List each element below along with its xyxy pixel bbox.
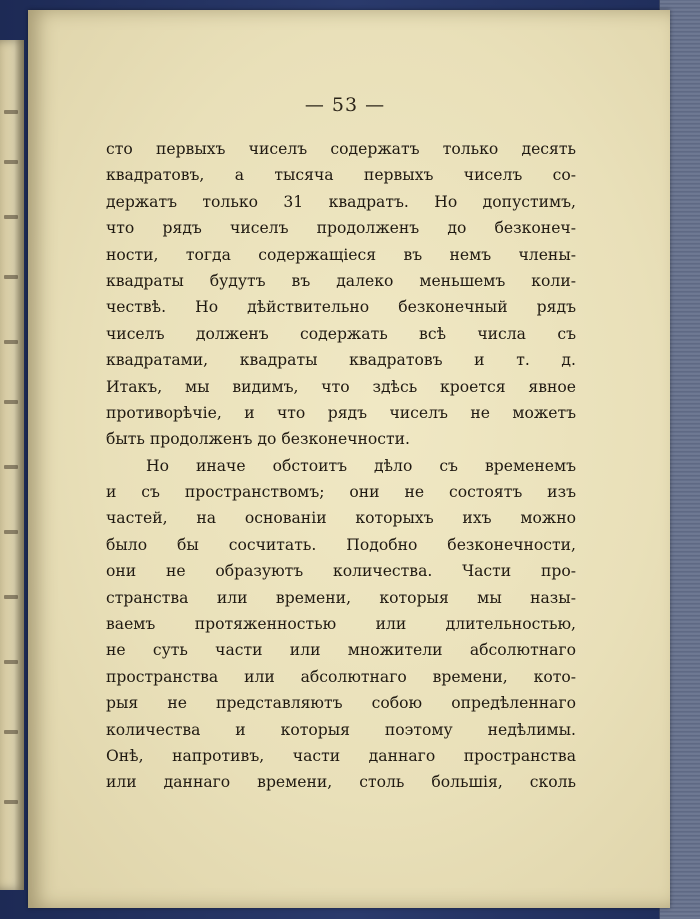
text-line: чествѣ. Но дѣйствительно безконечный рядъ xyxy=(106,298,576,317)
text-line: Онѣ, напротивъ, части даннаго пространства xyxy=(106,746,576,765)
text-line: квадраты будутъ въ далеко меньшемъ коли- xyxy=(106,271,576,290)
facing-page-text-fragment xyxy=(4,215,18,219)
page-text xyxy=(106,136,576,796)
text-line: рыя не представляютъ собою опредѣленнаго xyxy=(106,694,576,713)
facing-page-text-fragment xyxy=(4,340,18,344)
text-line: сто первыхъ чиселъ содержатъ только десять xyxy=(106,140,576,158)
text-line: было бы сосчитать. Подобно безконечности, xyxy=(106,535,576,554)
facing-page-text-fragment xyxy=(4,595,18,599)
facing-page-text-fragment xyxy=(4,530,18,534)
text-line: Итакъ, мы видимъ, что здѣсь кроется явное xyxy=(106,377,576,396)
text-line: пространства или абсолютнаго времени, кото- xyxy=(106,667,576,686)
text-line: ваемъ протяженностью или длительностью, xyxy=(106,615,576,634)
text-line: ности, тогда содержащiеся въ немъ члены- xyxy=(106,245,576,264)
text-line: и съ пространствомъ; они не состоятъ изъ xyxy=(106,483,576,502)
facing-page-text-fragment xyxy=(4,465,18,469)
text-line: странства или времени, которыя мы назы- xyxy=(106,588,576,607)
paragraph-start-line: Но иначе обстоитъ дѣло съ временемъ xyxy=(146,456,576,475)
text-line: они не образуютъ количества. Части про- xyxy=(106,562,576,581)
facing-page-text-fragment xyxy=(4,800,18,804)
text-line: квадратовъ, а тысяча первыхъ чиселъ со- xyxy=(106,166,576,185)
facing-page-text-fragment xyxy=(4,110,18,114)
facing-page-text-fragment xyxy=(4,160,18,164)
facing-page-text-fragment xyxy=(4,400,18,404)
facing-page-edge xyxy=(0,40,24,890)
text-line: не суть части или множители абсолютнаго xyxy=(106,641,576,660)
paragraph-end-line: быть продолженъ до безконечности. xyxy=(106,430,411,449)
page-number: — 53 — xyxy=(304,94,386,116)
text-line: чиселъ долженъ содержать всѣ числа съ xyxy=(106,324,576,343)
book-page xyxy=(28,10,670,908)
text-line: противорѣчiе, и что рядъ чиселъ не можетъ xyxy=(106,403,576,422)
text-line: держатъ только 31 квадратъ. Но допустимъ, xyxy=(106,192,576,211)
text-line: квадратами, квадраты квадратовъ и т. д. xyxy=(106,351,576,370)
facing-page-text-fragment xyxy=(4,275,18,279)
text-line: количества и которыя поэтому недѣлимы. xyxy=(106,720,576,739)
text-line: или даннаго времени, столь большiя, сколь xyxy=(106,773,576,792)
facing-page-text-fragment xyxy=(4,660,18,664)
facing-page-text-fragment xyxy=(4,730,18,734)
text-line: частей, на основанiи которыхъ ихъ можно xyxy=(106,509,576,528)
text-line: что рядъ чиселъ продолженъ до безконеч- xyxy=(106,219,576,238)
